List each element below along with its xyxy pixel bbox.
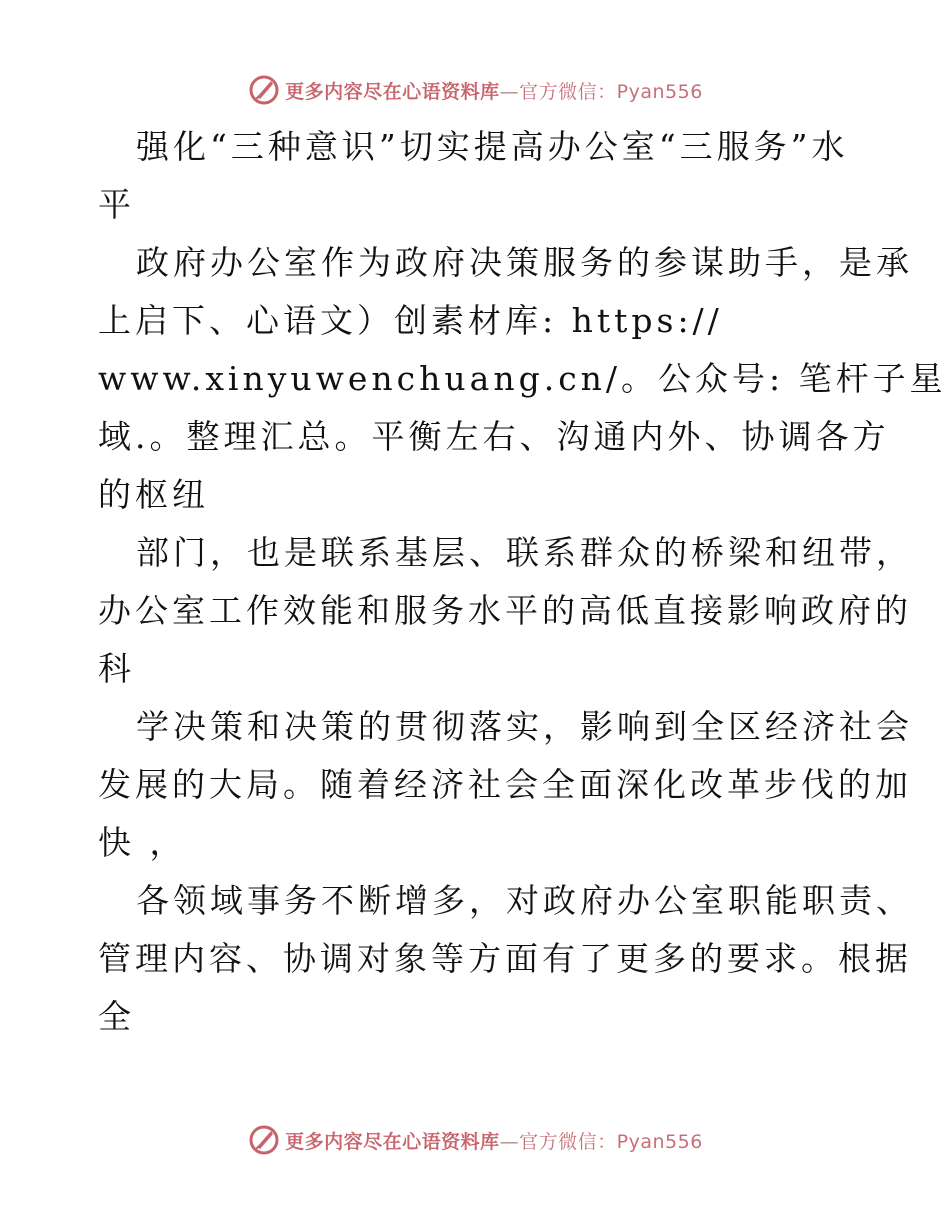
text-line: 科 (98, 649, 135, 688)
header-watermark (0, 70, 950, 110)
watermark-separator: — (499, 80, 520, 103)
quill-pen-icon (247, 73, 281, 107)
watermark-text (285, 77, 703, 104)
text-line: 政府办公室作为政府决策服务的参谋助手，是承 (136, 243, 913, 282)
footer-watermark (0, 1120, 950, 1160)
text-line: 域.。整理汇总。平衡左右、沟通内外、协调各方 (98, 417, 890, 456)
text-line: 各领域事务不断增多，对政府办公室职能职责、 (136, 881, 913, 920)
text-line: 学决策和决策的贯彻落实，影响到全区经济社会 (136, 707, 913, 746)
text-line: 的枢纽 (98, 475, 209, 514)
text-line: 强化“三种意识”切实提高办公室“三服务”水 (136, 127, 849, 166)
text-line: 管理内容、协调对象等方面有了更多的要求。根据 (98, 939, 912, 978)
watermark-slogan: 更多内容尽在心语资料库 (285, 80, 500, 103)
watermark-wechat: 官方微信：Pyan556 (519, 80, 703, 103)
watermark-slogan: 更多内容尽在心语资料库 (285, 1130, 500, 1153)
watermark-text (285, 1127, 703, 1154)
text-line: www.xinyuwenchuang.cn/。公众号: 笔杆子星 (98, 359, 947, 398)
text-line: 发展的大局。随着经济社会全面深化改革步伐的加 (98, 765, 912, 804)
document-body (98, 118, 947, 1046)
text-line: 上启下、心语文）创素材库: https:// (98, 301, 723, 340)
watermark-separator: — (499, 1130, 520, 1153)
watermark-wechat: 官方微信：Pyan556 (519, 1130, 703, 1153)
quill-pen-icon (247, 1123, 281, 1157)
text-line: 快 ， (98, 823, 187, 862)
text-line: 全 (98, 997, 135, 1036)
text-line: 办公室工作效能和服务水平的高低直接影响政府的 (98, 591, 912, 630)
text-line: 部门，也是联系基层、联系群众的桥梁和纽带， (136, 533, 913, 572)
text-line: 平 (98, 185, 135, 224)
